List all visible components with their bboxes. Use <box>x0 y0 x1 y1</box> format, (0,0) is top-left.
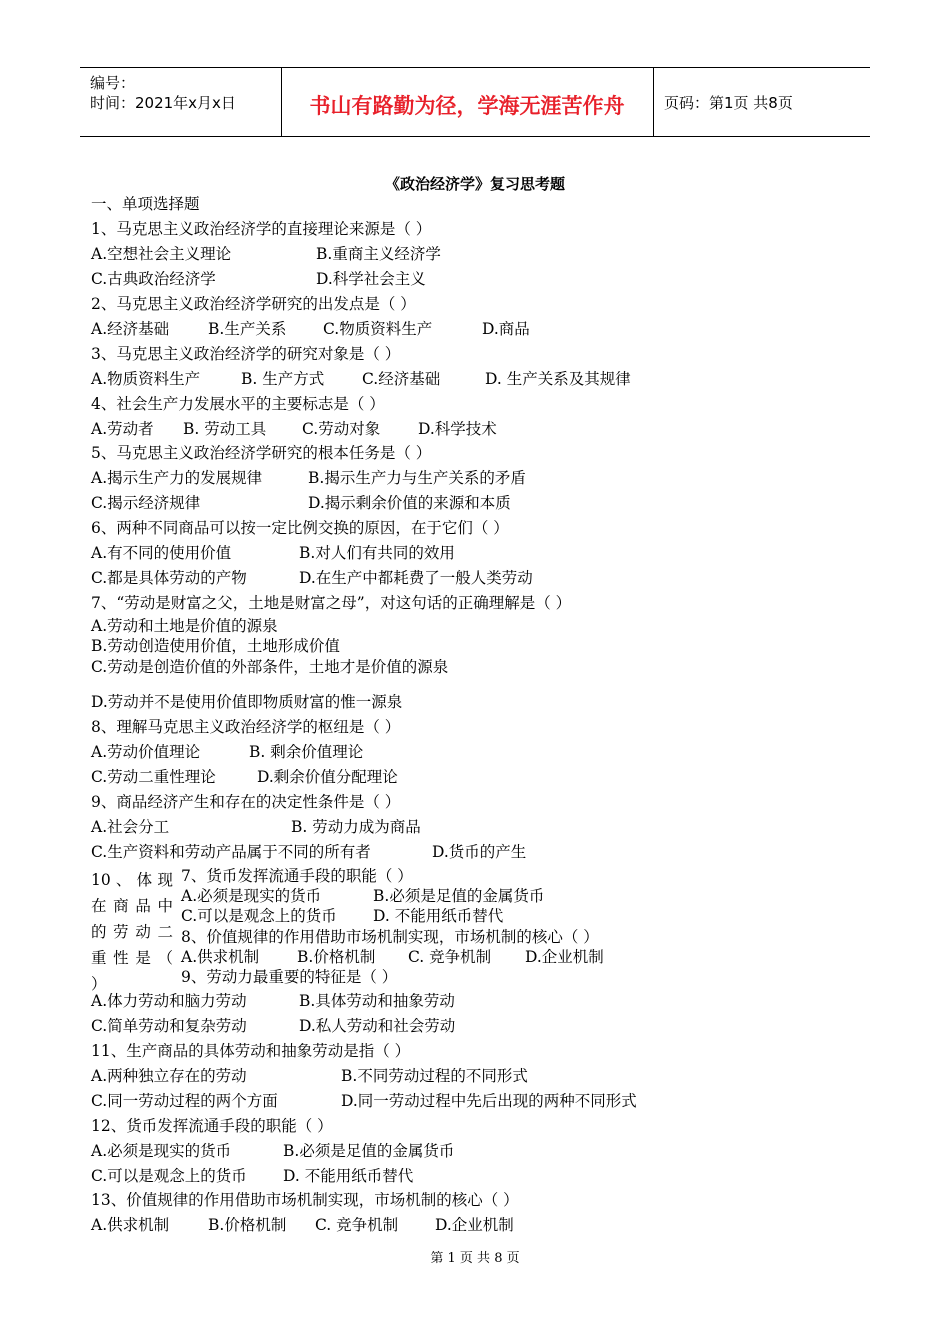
motto: 书山有路勤为径，学海无涯苦作舟 <box>309 94 625 118</box>
option: C. 竞争机制 <box>315 1216 399 1234</box>
option: C.劳动对象 <box>302 420 381 438</box>
question: 8、理解马克思主义政治经济学的枢纽是（ ） <box>91 718 401 736</box>
option: D. 不能用纸币替代 <box>373 907 504 925</box>
option: B.对人们有共同的效用 <box>299 544 455 562</box>
section-heading: 一、单项选择题 <box>91 195 200 213</box>
question: 2、马克思主义政治经济学研究的出发点是（ ） <box>91 295 416 313</box>
option: C.物质资料生产 <box>323 320 433 338</box>
option: C.生产资料和劳动产品属于不同的所有者 <box>91 843 371 861</box>
option: D.科学社会主义 <box>316 270 426 288</box>
option: A.供求机制 <box>91 1216 170 1234</box>
option: C.经济基础 <box>362 370 441 388</box>
option: D.企业机制 <box>435 1216 514 1234</box>
question: 5、马克思主义政治经济学研究的根本任务是（ ） <box>91 444 432 462</box>
side-question-line: 10 、 体 现 <box>91 871 173 889</box>
option: D.揭示剩余价值的来源和本质 <box>308 494 511 512</box>
question: 8、价值规律的作用借助市场机制实现，市场机制的核心（ ） <box>181 928 599 946</box>
option: A.必须是现实的货币 <box>91 1142 232 1160</box>
option: D. 生产关系及其规律 <box>485 370 631 388</box>
option: B. 劳动力成为商品 <box>291 818 421 836</box>
page-footer: 第 1 页 共 8 页 <box>430 1251 520 1266</box>
side-question-line: 在 商 品 中 <box>91 897 173 915</box>
document-header <box>80 67 870 137</box>
option: B. 劳动工具 <box>183 420 267 438</box>
option: D.劳动并不是使用价值即物质财富的惟一源泉 <box>91 693 403 711</box>
option: D.剩余价值分配理论 <box>257 768 398 786</box>
option: D.在生产中都耗费了一般人类劳动 <box>299 569 533 587</box>
option: B.必须是足值的金属货币 <box>373 887 545 905</box>
option: D.科学技术 <box>418 420 497 438</box>
question: 13、价值规律的作用借助市场机制实现，市场机制的核心（ ） <box>91 1191 519 1209</box>
question: 7、“劳动是财富之父，土地是财富之母”，对这句话的正确理解是（ ） <box>91 594 572 612</box>
option: C.简单劳动和复杂劳动 <box>91 1017 247 1035</box>
option: B.重商主义经济学 <box>316 245 441 263</box>
option: C.劳动是创造价值的外部条件，土地才是价值的源泉 <box>91 658 449 676</box>
option: B. 剩余价值理论 <box>249 743 364 761</box>
option: A.体力劳动和脑力劳动 <box>91 992 247 1010</box>
option: C.都是具体劳动的产物 <box>91 569 247 587</box>
question: 6、两种不同商品可以按一定比例交换的原因，在于它们（ ） <box>91 519 509 537</box>
option: C.可以是观念上的货币 <box>91 1167 247 1185</box>
question: 11、生产商品的具体劳动和抽象劳动是指（ ） <box>91 1042 411 1060</box>
question: 3、马克思主义政治经济学的研究对象是（ ） <box>91 345 401 363</box>
option: D.私人劳动和社会劳动 <box>299 1017 456 1035</box>
option: A.经济基础 <box>91 320 170 338</box>
question: 9、劳动力最重要的特征是（ ） <box>181 968 398 986</box>
question: 4、社会生产力发展水平的主要标志是（ ） <box>91 395 385 413</box>
option: B.揭示生产力与生产关系的矛盾 <box>308 469 526 487</box>
side-question-line: ） <box>91 975 107 993</box>
option: B.不同劳动过程的不同形式 <box>341 1067 528 1085</box>
option: A.必须是现实的货币 <box>181 887 322 905</box>
option: D.商品 <box>482 320 530 338</box>
question: 1、马克思主义政治经济学的直接理论来源是（ ） <box>91 220 432 238</box>
option: A.揭示生产力的发展规律 <box>91 469 263 487</box>
page-title: 《政治经济学》复习思考题 <box>384 175 565 193</box>
option: B. 生产方式 <box>241 370 325 388</box>
side-question <box>91 867 173 997</box>
option: C.劳动二重性理论 <box>91 768 216 786</box>
option: B.生产关系 <box>208 320 287 338</box>
option: B.具体劳动和抽象劳动 <box>299 992 455 1010</box>
option: C. 竞争机制 <box>408 948 492 966</box>
option: D. 不能用纸币替代 <box>283 1167 414 1185</box>
option: A.供求机制 <box>181 948 260 966</box>
option: A.劳动和土地是价值的源泉 <box>91 617 278 635</box>
option: B.价格机制 <box>208 1216 287 1234</box>
option: C.古典政治经济学 <box>91 270 216 288</box>
page-label: 页码：第1页 共8页 <box>664 94 793 112</box>
option: B.价格机制 <box>297 948 376 966</box>
option: A.有不同的使用价值 <box>91 544 232 562</box>
option: B.必须是足值的金属货币 <box>283 1142 455 1160</box>
option: C.同一劳动过程的两个方面 <box>91 1092 278 1110</box>
option: A.空想社会主义理论 <box>91 245 232 263</box>
header-meta <box>90 73 236 113</box>
option: C.可以是观念上的货币 <box>181 907 337 925</box>
number-label: 编号： <box>90 74 136 92</box>
side-question-line: 的 劳 动 二 <box>91 923 173 941</box>
side-question-line: 重 性 是 （ <box>91 949 173 967</box>
date-label: 时间：2021年x月x日 <box>90 94 236 112</box>
option: D.企业机制 <box>525 948 604 966</box>
question: 12、货币发挥流通手段的职能（ ） <box>91 1117 333 1135</box>
header-divider <box>653 68 654 136</box>
question: 7、货币发挥流通手段的职能（ ） <box>181 867 413 885</box>
option: A.物质资料生产 <box>91 370 201 388</box>
option: B.劳动创造使用价值，土地形成价值 <box>91 637 340 655</box>
option: A.社会分工 <box>91 818 170 836</box>
question: 9、商品经济产生和存在的决定性条件是（ ） <box>91 793 401 811</box>
option: A.劳动价值理论 <box>91 743 201 761</box>
option: C.揭示经济规律 <box>91 494 201 512</box>
option: D.同一劳动过程中先后出现的两种不同形式 <box>341 1092 637 1110</box>
option: A.两种独立存在的劳动 <box>91 1067 247 1085</box>
option: A.劳动者 <box>91 420 154 438</box>
option: D.货币的产生 <box>432 843 527 861</box>
